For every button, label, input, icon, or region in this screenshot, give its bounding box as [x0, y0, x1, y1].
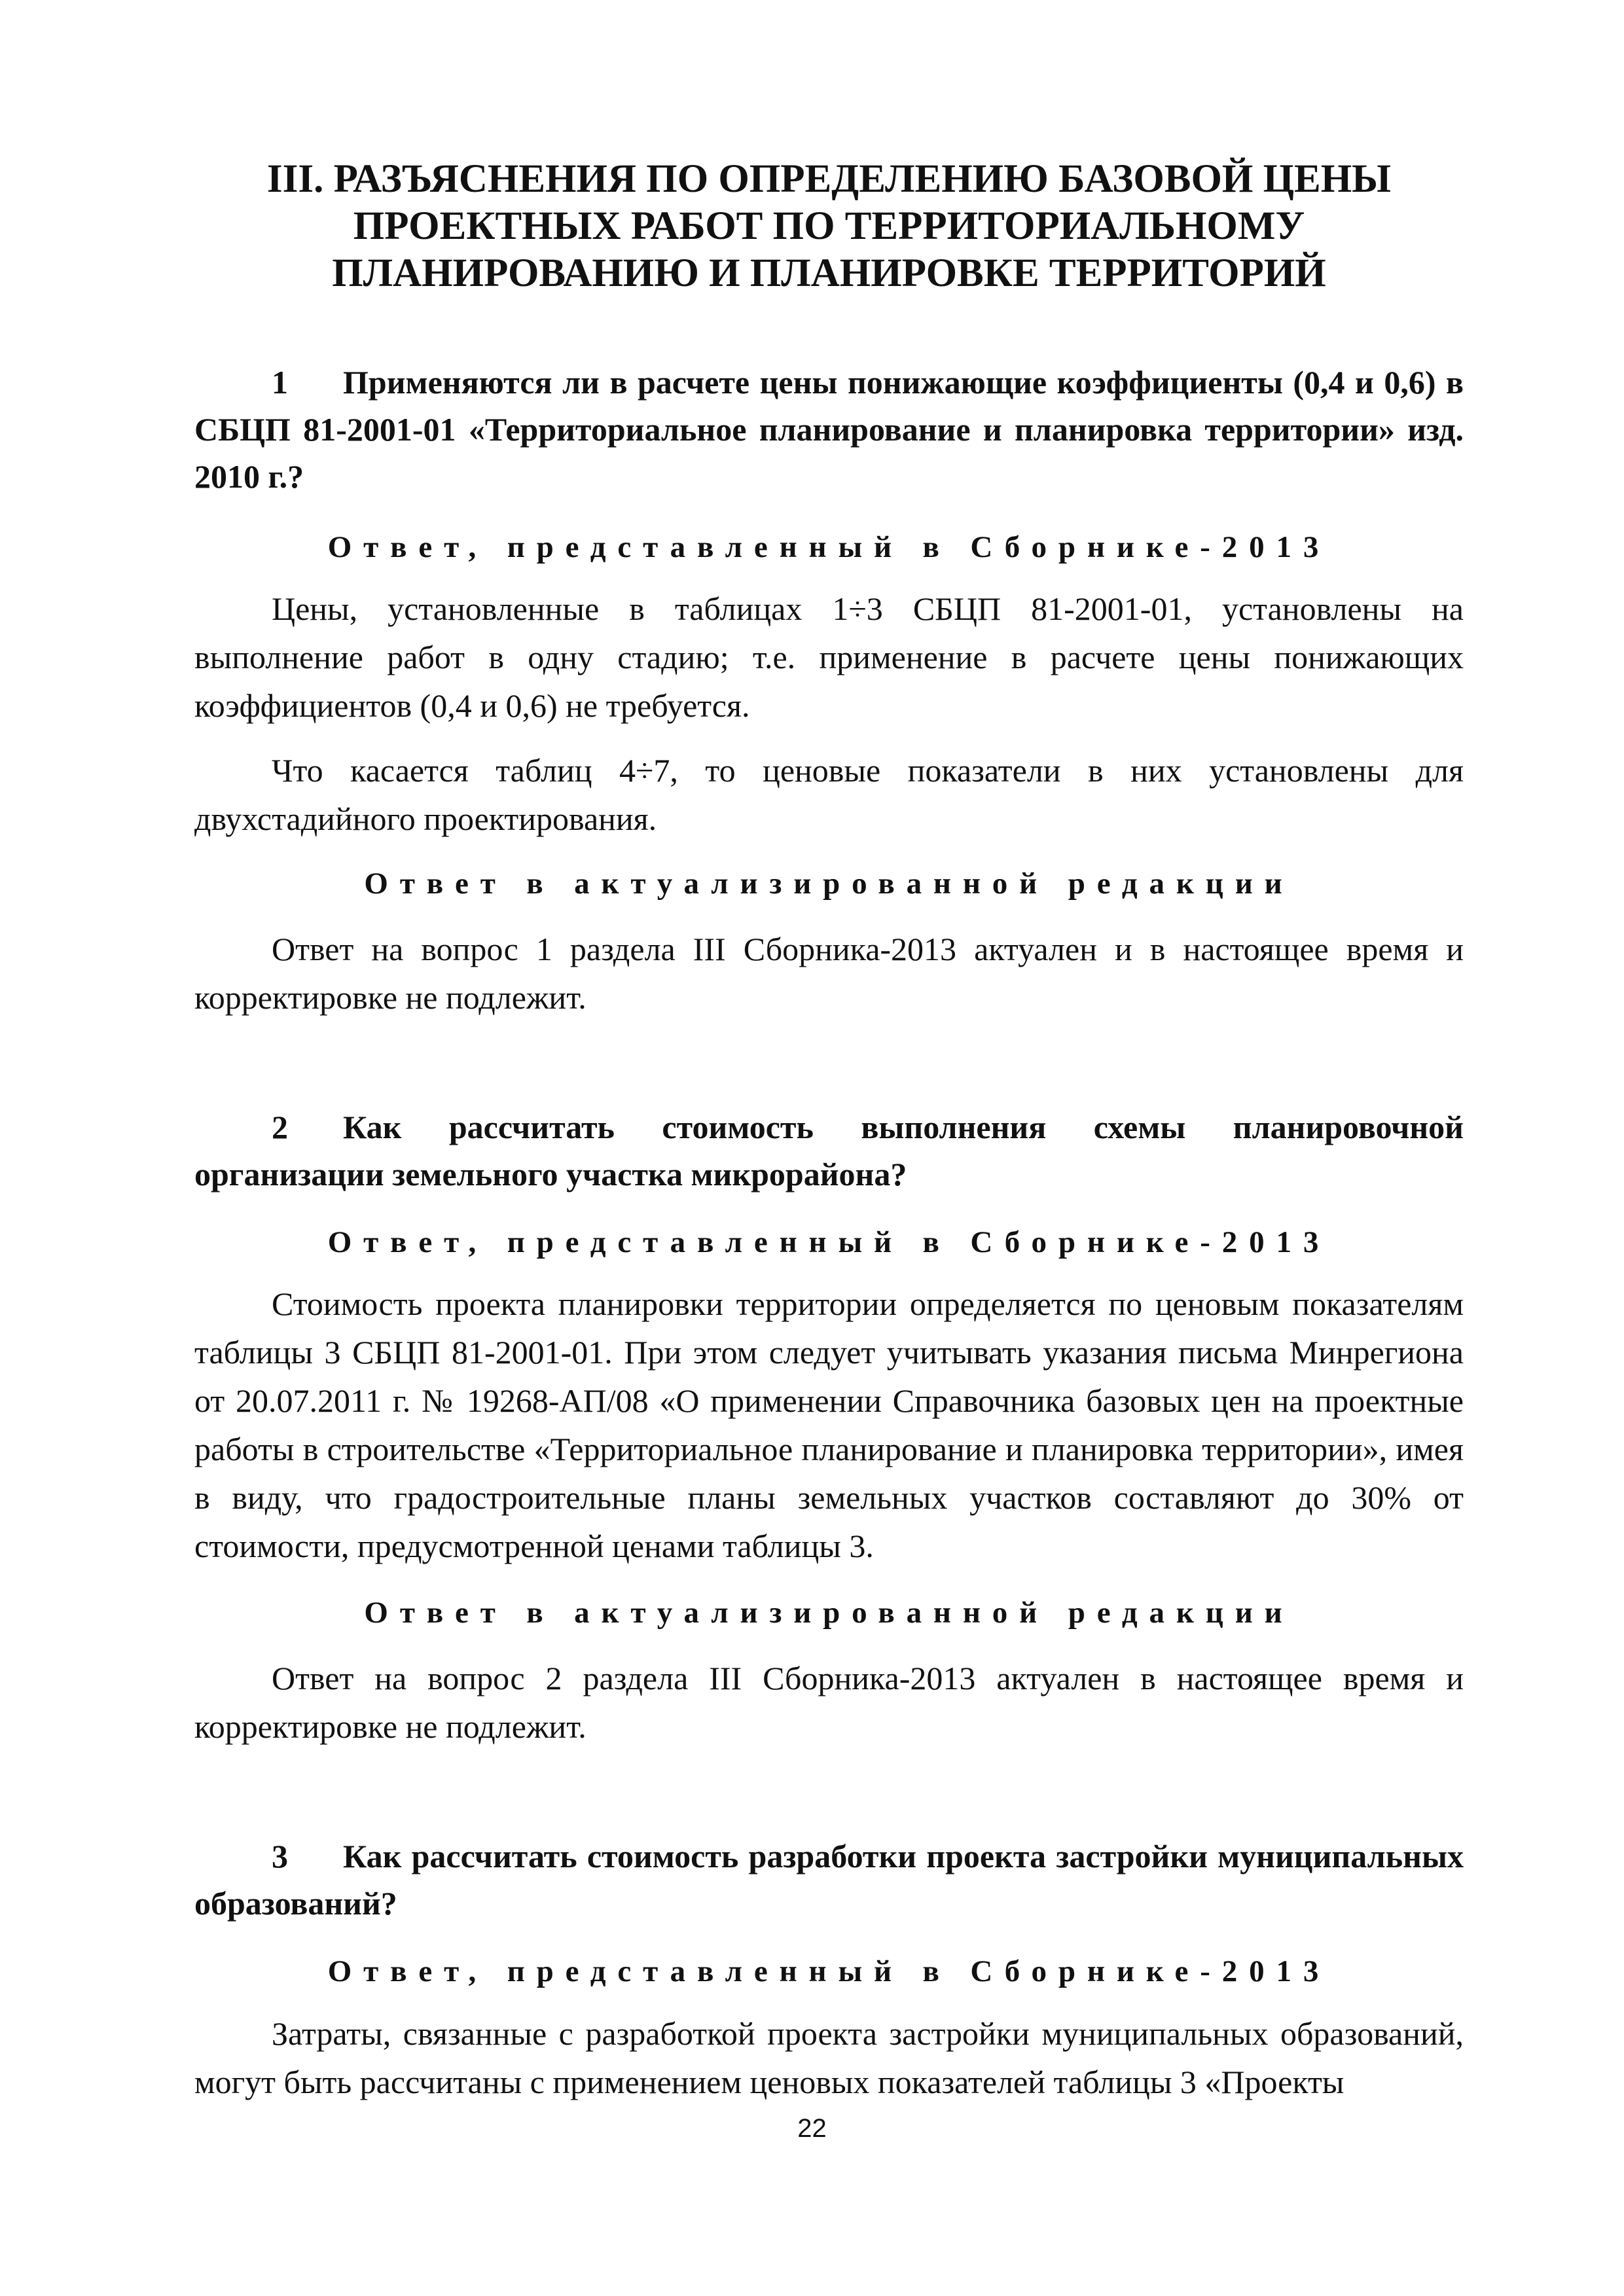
question-1-text: Применяются ли в расчете цены понижающие коэффициенты (0,4 и 0,6) в СБЦП 81-2001-01 «Территориальное планирование и планировка территории» изд. 2010 г.?	[194, 364, 1464, 495]
question-2	[194, 1103, 1464, 1198]
section-title-line-3: ПЛАНИРОВАНИЮ И ПЛАНИРОВКЕ ТЕРРИТОРИЙ	[332, 251, 1326, 295]
question-2-text: Как рассчитать стоимость выполнения схемы планировочной организации земельного участка микрорайона?	[194, 1109, 1464, 1193]
question-3	[194, 1833, 1464, 1927]
question-3-answer-2013-heading: Ответ, представленный в Сборнике-2013	[327, 1954, 1331, 1988]
question-1	[194, 359, 1464, 500]
question-3-number: 3	[272, 1838, 288, 1874]
section-title-line-2: ПРОЕКТНЫХ РАБОТ ПО ТЕРРИТОРИАЛЬНОМУ	[353, 204, 1305, 248]
question-1-answer-current-heading: Ответ в актуализированной редакции	[364, 867, 1294, 901]
question-1-answer-current-paragraph: Ответ на вопрос 1 раздела III Сборника-2013 актуален и в настоящее время и корректировке не подлежит.	[194, 931, 1464, 1016]
question-3-text: Как рассчитать стоимость разработки проекта застройки муниципальных образований?	[194, 1838, 1464, 1922]
question-1-answer-2013-paragraph-2: Что касается таблиц 4÷7, то ценовые показатели в них установлены для двухстадийного проектирования.	[194, 752, 1464, 837]
page-number: 22	[797, 2114, 827, 2143]
question-1-number: 1	[272, 364, 288, 401]
question-2-answer-current-heading: Ответ в актуализированной редакции	[364, 1596, 1294, 1630]
question-2-number: 2	[272, 1109, 288, 1145]
question-3-answer-2013-paragraph-1: Затраты, связанные с разработкой проекта застройки муниципальных образований, могут быть рассчитаны с применением ценовых показателей таблицы 3 «Проекты	[194, 2015, 1464, 2100]
question-2-answer-current-paragraph: Ответ на вопрос 2 раздела III Сборника-2013 актуален в настоящее время и корректировке не подлежит.	[194, 1660, 1464, 1745]
question-2-answer-2013-paragraph-1: Стоимость проекта планировки территории определяется по ценовым показателям таблицы 3 СБЦП 81-2001-01. При этом следует учитывать указания письма Минрегиона от 20.07.2011 г. № 19268-АП/08 «О применении Справочника базовых цен на проектные работы в строительстве «Территориальное планирование и планировка территории», имея в виду, что градостроительные планы земельных участков составляют до 30% от стоимости, предусмотренной ценами таблицы 3.	[194, 1285, 1464, 1564]
question-1-answer-2013-paragraph-1: Цены, установленные в таблицах 1÷3 СБЦП 81-2001-01, установлены на выполнение работ в одну стадию; т.е. применение в расчете цены понижающих коэффициентов (0,4 и 0,6) не требуется.	[194, 590, 1464, 724]
section-title	[194, 156, 1464, 297]
question-1-answer-2013-heading: Ответ, представленный в Сборнике-2013	[327, 530, 1331, 564]
question-2-answer-2013-heading: Ответ, представленный в Сборнике-2013	[327, 1225, 1331, 1259]
section-title-line-1: III. РАЗЪЯСНЕНИЯ ПО ОПРЕДЕЛЕНИЮ БАЗОВОЙ ЦЕНЫ	[266, 157, 1392, 201]
